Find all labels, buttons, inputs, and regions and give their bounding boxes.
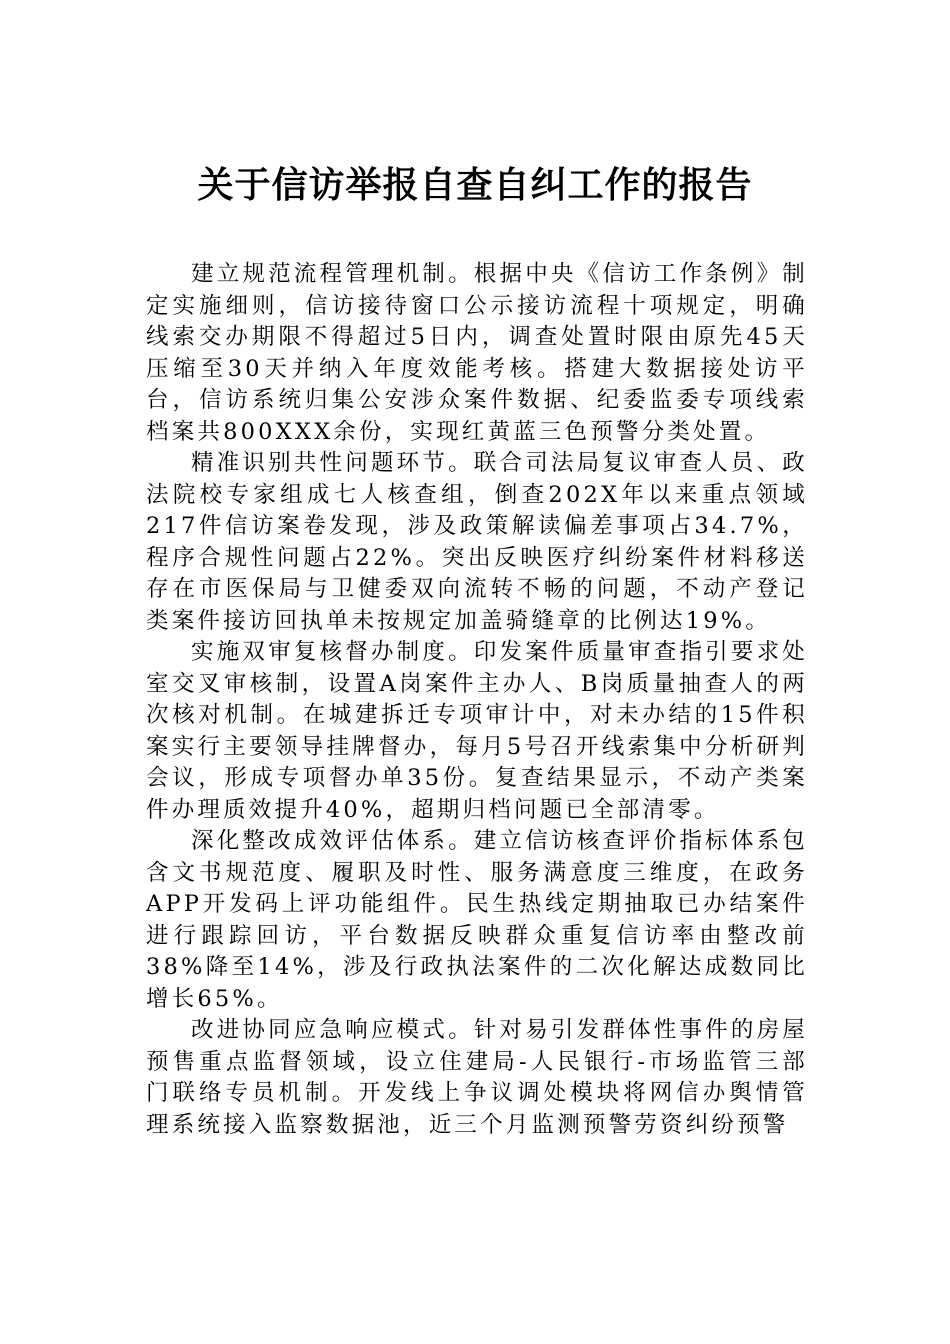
paragraph-process-mechanism: 建立规范流程管理机制。根据中央《信访工作条例》制定实施细则，信访接待窗口公示接访流程十项规定，明确线索交办期限不得超过5日内，调查处置时限由原先45天压缩至30天并纳入年度效能考核。搭建大数据接处访平台，信访系统归集公安涉众案件数据、纪委监委专项线索档案共800XXX余份，实现红黄蓝三色预警分类处置。 — [146, 261, 808, 445]
document-title: 关于信访举报自查自纠工作的报告 — [197, 164, 753, 206]
paragraph-double-review: 实施双审复核督办制度。印发案件质量审查指引要求处室交叉审核制，设置A岗案件主办人、B岗质量抽查人的两次核对机制。在城建拆迁专项审计中，对未办结的15件积案实行主要领导挂牌督办，每月5号召开线索集中分析研判会议，形成专项督办单35份。复查结果显示，不动产类案件办理质效提升40%，超期归档问题已全部清零。 — [146, 639, 808, 823]
paragraph-rectification-evaluation: 深化整改成效评估体系。建立信访核查评价指标体系包含文书规范度、履职及时性、服务满意度三维度，在政务APP开发码上评功能组件。民生热线定期抽取已办结案件进行跟踪回访，平台数据反映群众重复信访率由整改前38%降至14%，涉及行政执法案件的二次化解达成数同比增长65%。 — [146, 828, 808, 1012]
paragraph-emergency-response: 改进协同应急响应模式。针对易引发群体性事件的房屋预售重点监督领域，设立住建局-人民银行-市场监管三部门联络专员机制。开发线上争议调处模块将网信办舆情管理系统接入监察数据池，近三个月监测预警劳资纠纷预警 — [146, 1017, 808, 1138]
document-body — [146, 259, 808, 1141]
paragraph-common-issues: 精准识别共性问题环节。联合司法局复议审查人员、政法院校专家组成七人核查组，倒查202X年以来重点领域217件信访案卷发现，涉及政策解读偏差事项占34.7%，程序合规性问题占22%。突出反映医疗纠纷案件材料移送存在市医保局与卫健委双向流转不畅的问题，不动产登记类案件接访回执单未按规定加盖骑缝章的比例达19%。 — [146, 450, 808, 634]
